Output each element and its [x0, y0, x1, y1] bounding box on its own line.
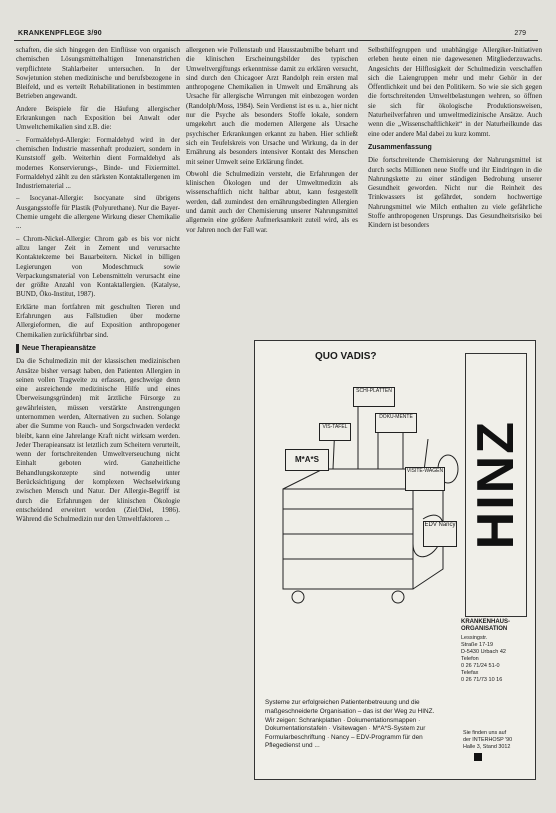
sign-edv: EDV Nancy — [423, 521, 457, 547]
paragraph: schaften, die sich hingegen den Einflüsse von organisch chemischen Lösungsmittelhaltigen Innenanstrichen verpflichtete Stahlarbeiter untersuchen. In der Sowjetunion stehen medizinische und berufsbezogene in Bleifeld, und es verteilt Rehabilitationen in bestimmten Betrieben angewandt. — [16, 46, 180, 101]
org-line: Straße 17-19 — [461, 642, 494, 648]
ad-side-text: Sie finden uns auf der INTERHOSP '90 Halle 3, Stand 3012 — [463, 730, 513, 750]
hinz-logo: HINZ — [465, 353, 527, 617]
sign-vis: VIS-TAFEL — [319, 423, 351, 441]
sign-doku: DOKU-MENTE — [375, 413, 417, 433]
org-line: 0 26 71/73 10 16 — [461, 677, 503, 683]
header-rule — [14, 40, 538, 41]
ad-title: QUO VADIS? — [315, 351, 377, 362]
paragraph: Erklärte man fortfahren mit geschulten Tieren und Erfahrungen aus Fallstudien über moderne Allergieformen, die auf Exposition anthropogener Chemikalien zurückführbar sind. — [16, 302, 180, 339]
column-1 — [16, 46, 180, 806]
paragraph: – Formaldehyd-Allergie: Formaldehyd wird in der chemischen Industrie massenhaft produziert, sondern in Kunststoff gelb. Weiterhin dient Formaldehyd als modernes Konservierungs-, Binde- und Fixiermittel. Formaldehyd zählt zu den stärksten Kontaktallergenen im Industriematerial ... — [16, 135, 180, 191]
org-line: Telefax — [461, 670, 479, 676]
sign-schi: SCHI-PLATTEN — [353, 387, 395, 407]
org-line: 0 26 71/24 51-0 — [461, 663, 500, 669]
ad-body-text: Systeme zur erfolgreichen Patientenbetreuung und die maßgeschneiderte Organisation – das ist der Weg zu HINZ. Wir zeigen: Schrankplatten · Dokumentationsmappen · Dokumentationstafeln · Visitewagen · M*A*S-System zur Formularbeschriftung · Nancy – EDV-Programm für den Pflegedienst und ... — [265, 699, 435, 750]
org-line: D-5430 Urbach 42 — [461, 649, 506, 655]
paragraph: Da die Schulmedizin mit der klassischen medizinischen Ansätze bisher versagt haben, den Patienten Allergien in seinen vollen Tragweite zu erfassen, geschweige denn eine ausreichende medizinische Hilfe und eines Überweisungsgründen) mit ärztliche Fürsorge zu gewährleisten, müssen verstärkte Anstrengungen unternommen werden, Alternativen zu suchen. Solange aber die Summe von Rauch- und Sorgschwaden verdeckt bleibt, kann eine Jahrelange Kraft nicht wirksam werden. Jeder Therapieansatz ist letztlich zum Scheitern verurteilt, wenn der fortschreitenden Umweltverseuchung nicht Einhalt geboten wird. Ganzheitliche Behandlungskonzepte sind notwendig unter Berücksichtigung der komplexen Wechselwirkung zwischen Mensch und Natur. Der Allergie-Begriff ist durch die Erfahrungen der klinischen Ökologie entscheidend erweitert worden (Ziel/Diel, 1986). Während die Schulmedizin nur den Umweltfaktoren ... — [16, 357, 180, 524]
organization-name: KRANKENHAUS-ORGANISATION — [461, 619, 510, 632]
running-head: KRANKENPFLEGE 3/90 — [18, 30, 102, 37]
paragraph: Selbsthilfegruppen und unabhängige Allergiker-Initiativen erleben heute einen nie dagewesenen Mitgliederzuwachs. Angesichts der Hilflosigkeit der Schulmedizin verschaffen sich die Laiengruppen mehr und mehr Gehör in der Öffentlichkeit und bei den Politikern. So wie sie sich gegen die fortschreitenden Umweltbelastungen wehren, so öffnen sie sich für ökologische Produktionsweisen, Naturheilverfahren und umweltmedizinische Ansätze. Auch wenn die „Wissenschaftlichkeit“ in der Naturheilkunde das eine oder andere Mal dabei zu kurz kommt. — [368, 46, 542, 138]
black-square — [474, 753, 482, 761]
organization-block — [461, 619, 529, 684]
paragraph: – Chrom-Nickel-Allergie: Chrom gab es bis vor nicht allzu langer Zeit in Zement und verursachte Kontaktekzeme bei Bauarbeitern. Nickel in billigen Legierungen von Modeschmuck sowie Verpackungsmaterial von Lebensmitteln verursacht eine der größte Anzahl von Kontaktallergien. (Katalyse, BUND, Öko-Institut, 1987). — [16, 234, 180, 299]
paragraph: Andere Beispiele für die Häufung allergischer Erkrankungen nach Exposition bei Anwalt oder Umweltchemikalien sind z.B. die: — [16, 104, 180, 132]
org-line: Telefon — [461, 656, 479, 662]
paragraph: Die fortschreitende Chemisierung der Nahrungsmittel ist durch sechs Millionen neue Stoffe und ihr Eindringen in die Nahrungskette zu einer ständigen Bedrohung unserer Gesundheit geworden. Nicht nur die Reinheit des Trinkwassers ist gefährdet, sondern hochwertige Nahrungsmittel wie Milch enthalten zu viele gefährliche Stoffe anthropogenen Ursprungs. Das Gesundheitsrisiko bei Kindern ist besonders — [368, 156, 542, 230]
paragraph: Obwohl die Schulmedizin versteht, die Erfahrungen der klinischen Ökologen und der Umweltmedizin als wissenschaftlich nicht haltbar abtut, kann festgestellt werden, daß zumindest den ernährungsbedingten Allergien und damit auch der Chemisierung unserer Nahrungsmittel allgemein eine größere Aufmerksamkeit zuteil wird, als es vor Jahren noch der Fall war. — [186, 169, 358, 234]
section-heading: Zusammenfassung — [368, 143, 432, 151]
page-number: 279 — [514, 30, 526, 37]
paragraph: allergenen wie Pollenstaub und Hausstaubmilbe beharrt und die klinischen Erscheinungsbilder des typischen Umweltvergiftungs erkenntnisse damit zu erklären versucht, sind durch den Chicagoer Arzt Randolph rein ersten mal anthropogene Chemikalien in Umwelt und Ernährung als Ursache für allergische Wirrungen mit einbezogen worden (Randolph/Moss, 1984). Sein Verdienst ist es u. a., hier nicht nur die Psyche als besonders Stoffe lokale, sondern umgekehrt auch die modernen Allergene als Ursache psychischer Erkrankungen erkannt zu haben. Hier schließt sich ein Teufelskreis von Ursache und Wirkung, da in der Ernährung als besonders intensiver Kontakt des Menschen mit seiner Umwelt seine Erklärung findet. — [186, 46, 358, 166]
sign-visite: VISITE-WAGEN — [405, 467, 445, 491]
advertisement — [254, 340, 536, 780]
column-2 — [186, 46, 358, 366]
paragraph: – Isocyanat-Allergie: Isocyanate sind übrigens Ausgangsstoffe für Plastik (Polyurethane). Nur die Bayer-Chemie umgeht die allergene Wirkung dieser Chemikalie ... — [16, 194, 180, 231]
org-line: Lessingstr. — [461, 635, 488, 641]
section-heading: Neue Therapieansätze — [16, 344, 180, 353]
sign-mas: M*A*S — [285, 449, 329, 471]
column-3 — [368, 46, 542, 346]
